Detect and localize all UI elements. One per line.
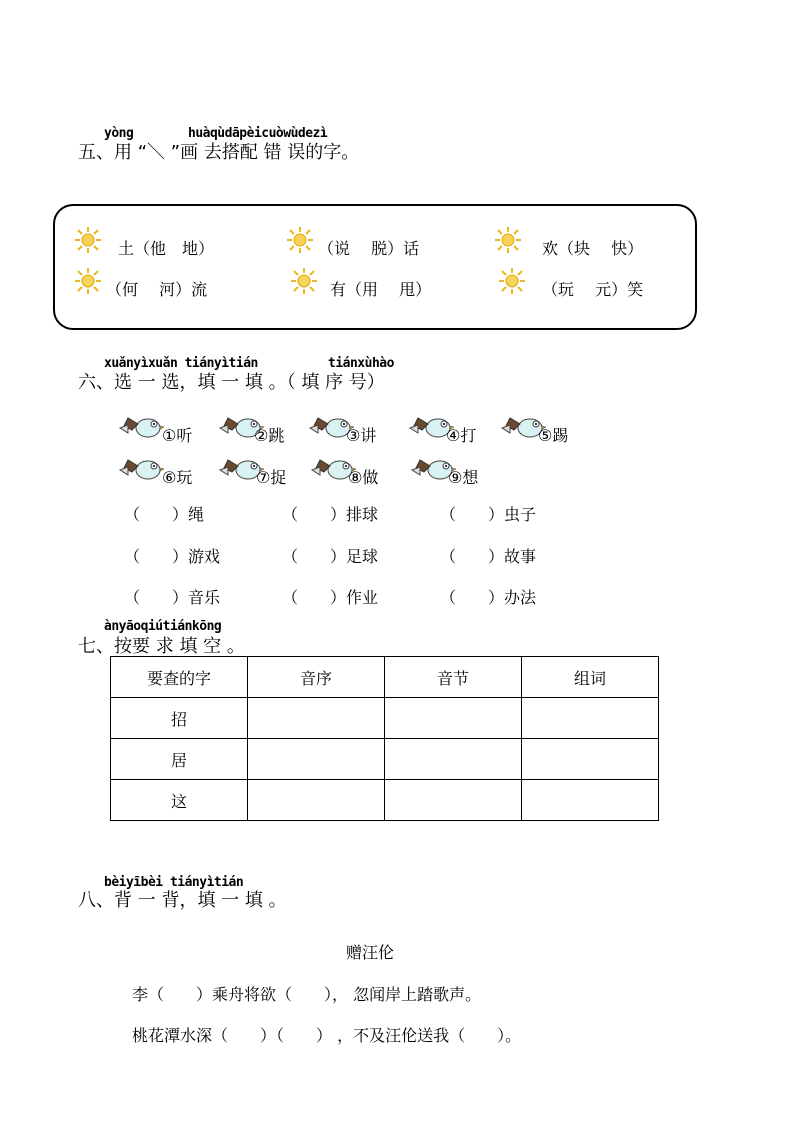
s5-item-2: （说 脱）话 xyxy=(318,239,420,258)
s5-pinyin-yong: yòng xyxy=(104,126,134,141)
table-cell-char: 这 xyxy=(111,780,248,821)
s6-pinyin-b: tiánxùhào xyxy=(328,356,394,371)
sun-icon xyxy=(498,267,526,295)
s5-pinyin-rest: huàqùdāpèicuòwùdezì xyxy=(188,126,328,141)
s6-blank: （ ）作业 xyxy=(282,588,379,607)
table-header: 组词 xyxy=(522,657,659,698)
table-header-row xyxy=(111,657,659,698)
poem-line-1: 李（ ）乘舟将欲（ ）， 忽闻岸上踏歌声。 xyxy=(132,985,482,1004)
s6-option-4: ④打 xyxy=(446,426,477,445)
s6-blank: （ ）故事 xyxy=(440,547,537,566)
table-cell-empty[interactable] xyxy=(385,739,522,780)
s6-blank: （ ）音乐 xyxy=(124,588,221,607)
s6-option-2: ②跳 xyxy=(254,426,285,445)
lookup-table xyxy=(110,656,659,821)
s6-blank: （ ）绳 xyxy=(124,505,205,524)
poem-line-2: 桃花潭水深（ ）（ ） ，不及汪伦送我（ ）。 xyxy=(132,1026,522,1045)
table-cell-empty[interactable] xyxy=(248,739,385,780)
table-header: 要查的字 xyxy=(111,657,248,698)
s6-blank: （ ）虫子 xyxy=(440,505,537,524)
sun-icon xyxy=(74,267,102,295)
table-cell-empty[interactable] xyxy=(248,780,385,821)
s6-pinyin-a: xuǎnyìxuǎn tiányìtián xyxy=(104,356,258,371)
table-cell-char: 居 xyxy=(111,739,248,780)
table-cell-empty[interactable] xyxy=(522,780,659,821)
bird-icon xyxy=(118,414,164,440)
s6-option-6: ⑥玩 xyxy=(162,468,193,487)
sun-icon xyxy=(290,267,318,295)
s5-item-1: 土（他 地） xyxy=(118,239,215,258)
s6-option-3: ③讲 xyxy=(346,426,377,445)
section8-title: 八、背 一 背，填 一 填 。 xyxy=(78,890,287,911)
table-row xyxy=(111,739,659,780)
table-cell-empty[interactable] xyxy=(248,698,385,739)
table-cell-empty[interactable] xyxy=(522,739,659,780)
s6-option-5: ⑤踢 xyxy=(538,426,569,445)
table-header: 音序 xyxy=(248,657,385,698)
section6-title: 六、选 一 选，填 一 填 。（ 填 序 号） xyxy=(78,372,385,393)
s6-option-8: ⑧做 xyxy=(348,468,379,487)
s5-item-3: 欢（块 快） xyxy=(542,239,644,258)
bird-icon xyxy=(118,456,164,482)
s5-item-6: （玩 元）笑 xyxy=(542,280,644,299)
table-header: 音节 xyxy=(385,657,522,698)
table-cell-empty[interactable] xyxy=(385,780,522,821)
s6-option-7: ⑦捉 xyxy=(256,468,287,487)
s6-option-9: ⑨想 xyxy=(448,468,479,487)
table-cell-char: 招 xyxy=(111,698,248,739)
s6-blank: （ ）游戏 xyxy=(124,547,221,566)
s7-pinyin: ànyāoqiútiánkōng xyxy=(104,619,222,634)
table-cell-empty[interactable] xyxy=(385,698,522,739)
section5-box xyxy=(53,204,697,330)
s8-pinyin: bèiyībèi tiányìtián xyxy=(104,875,244,890)
s6-blank: （ ）办法 xyxy=(440,588,537,607)
sun-icon xyxy=(494,226,522,254)
s5-item-5: 有（用 甩） xyxy=(330,280,432,299)
section7-title: 七、按要 求 填 空 。 xyxy=(78,636,245,657)
section5-title: 五、用 “＼ ”画 去搭配 错 误的字。 xyxy=(78,142,360,163)
s6-blank: （ ）排球 xyxy=(282,505,379,524)
sun-icon xyxy=(286,226,314,254)
s5-item-4: （何 河）流 xyxy=(106,280,208,299)
poem-title: 赠汪伦 xyxy=(346,943,395,962)
table-row xyxy=(111,698,659,739)
s6-option-1: ①听 xyxy=(162,426,193,445)
table-cell-empty[interactable] xyxy=(522,698,659,739)
s6-blank: （ ）足球 xyxy=(282,547,379,566)
sun-icon xyxy=(74,226,102,254)
table-row xyxy=(111,780,659,821)
